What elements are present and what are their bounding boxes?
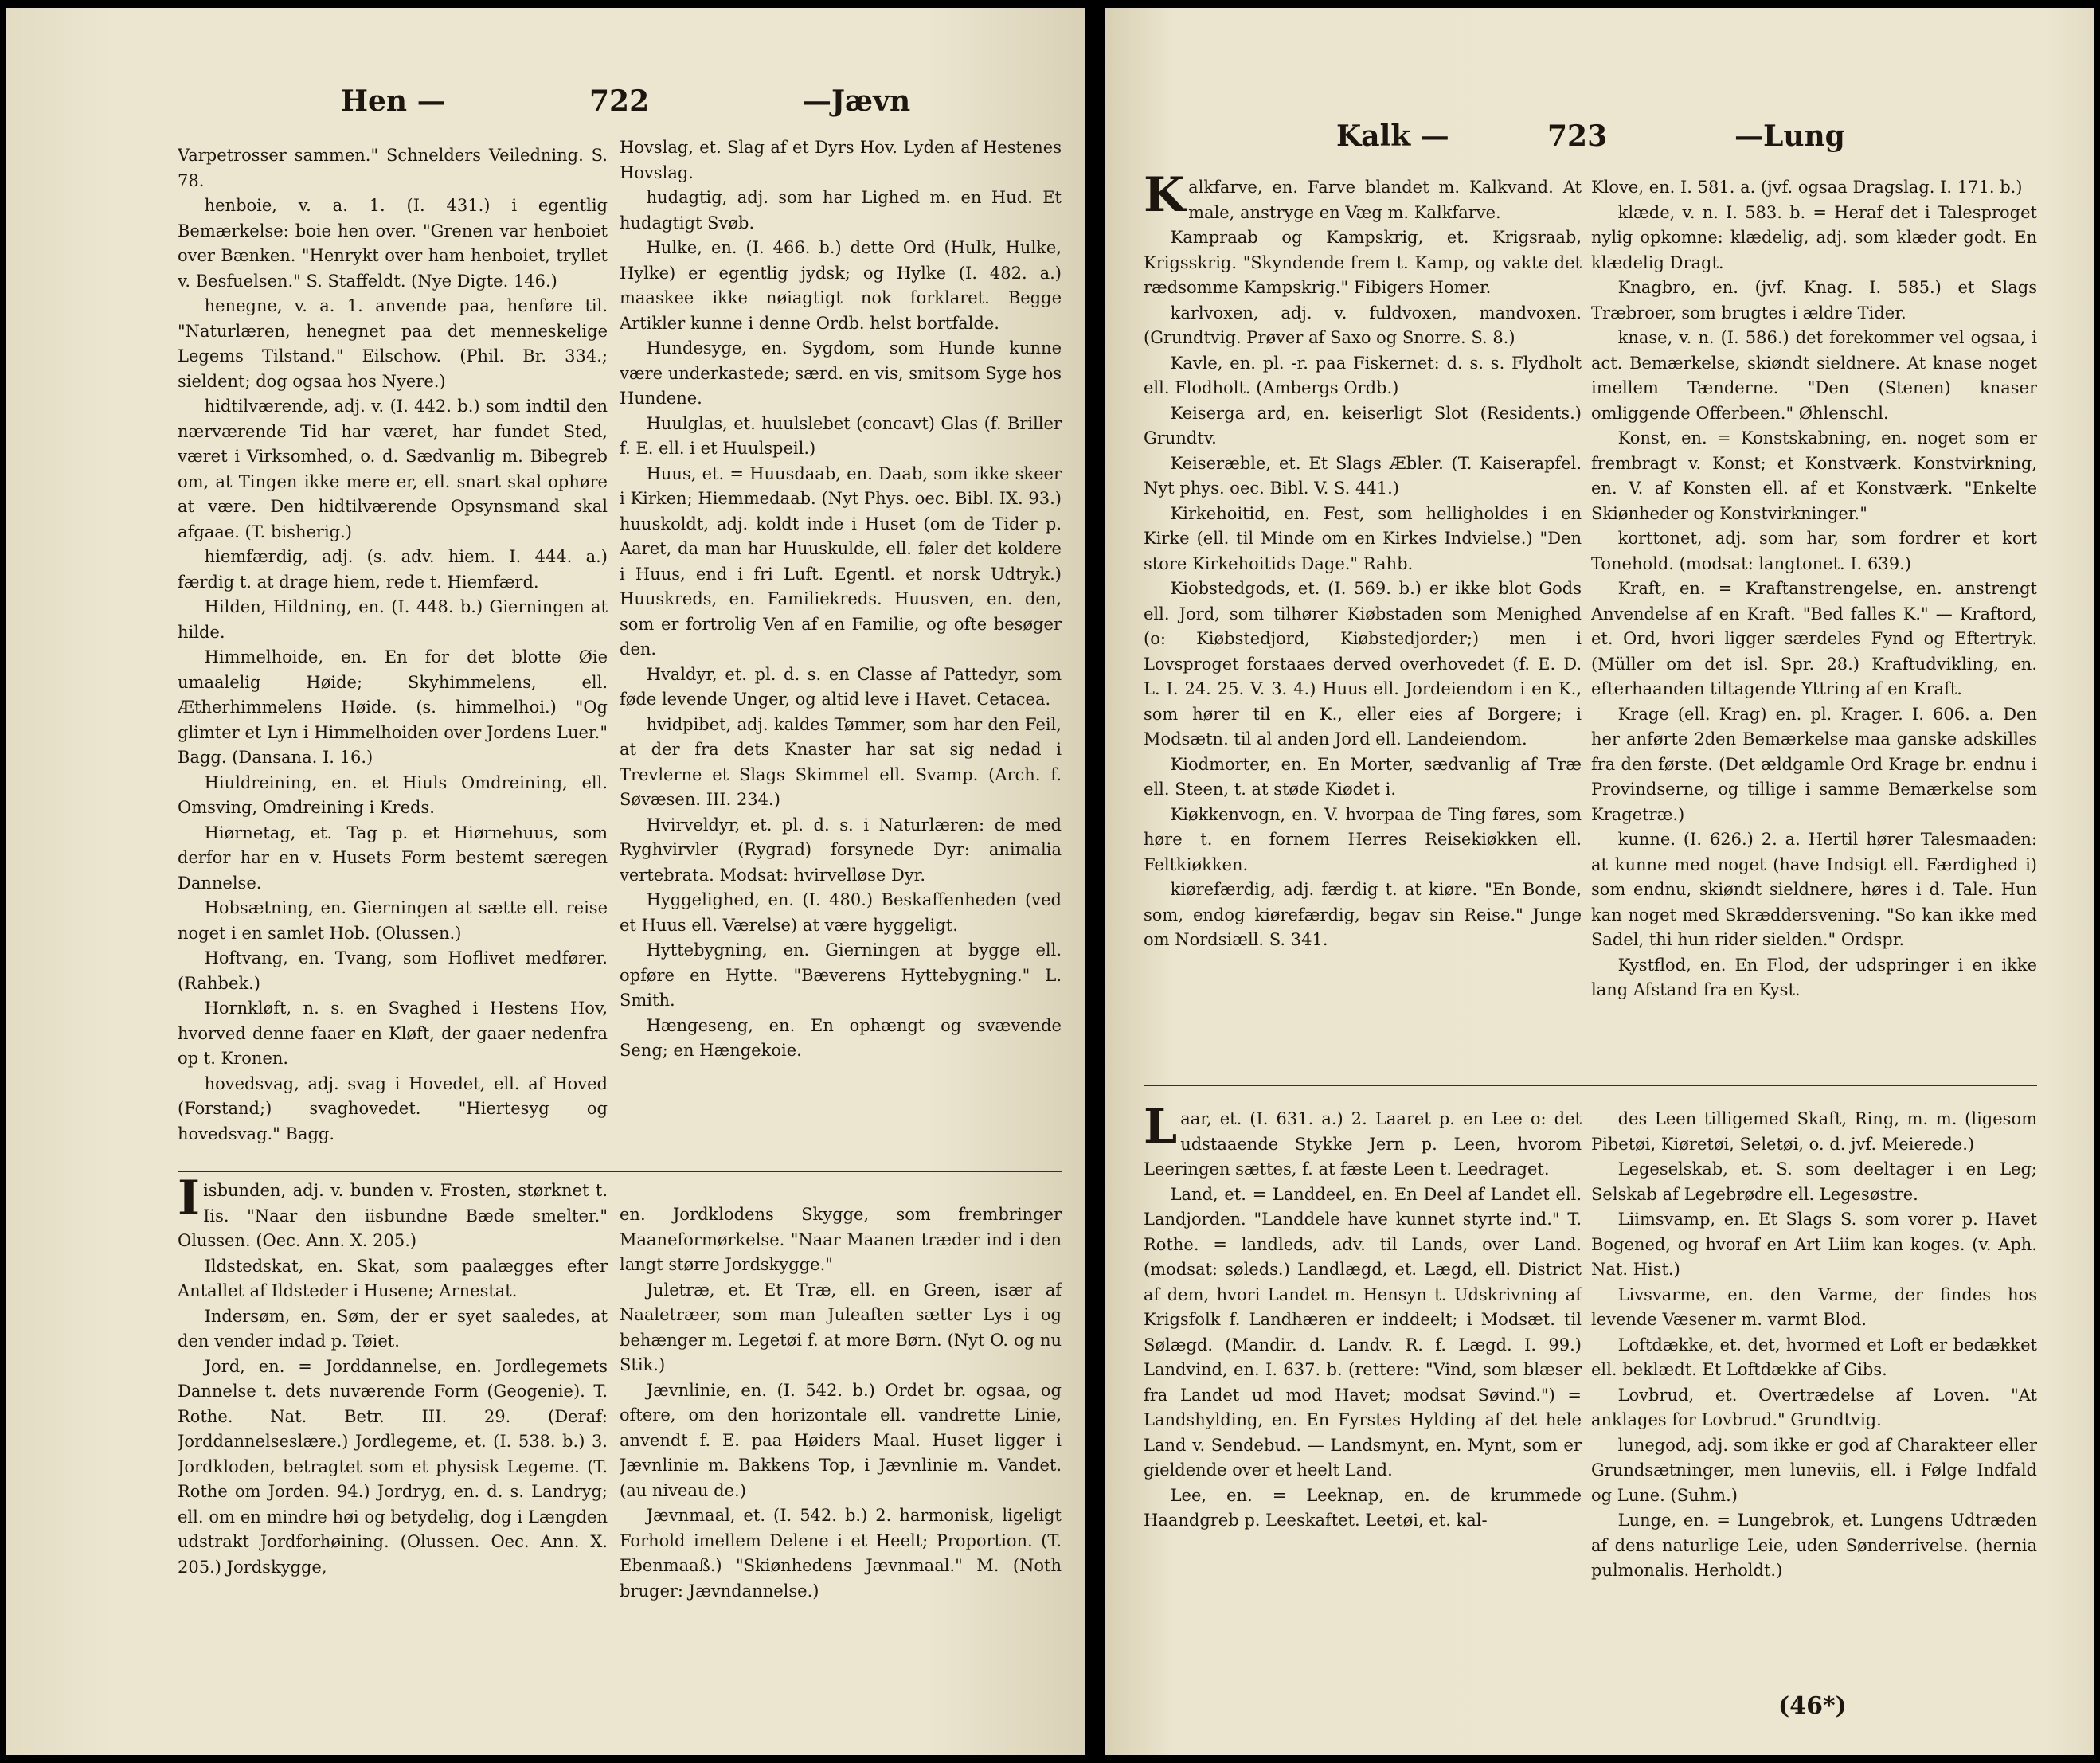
- dictionary-entry: Juletræ, et. Et Træ, ell. en Green, især af Naaletræer, som man Juleaften sætter Lys i og behænger m. Legetøi f. at more Børn. (Nyt O. og nu Stik.): [620, 1280, 1062, 1374]
- dictionary-entry: Indersøm, en. Søm, der er syet saaledes, at den vender indad p. Tøiet.: [178, 1306, 608, 1351]
- column-left-top: [178, 143, 608, 1167]
- dictionary-entry: kunne. (I. 626.) 2. a. Hertil hører Talesmaaden: at kunne med noget (have Indsigt ell. Færdighed i) som endnu, skiøndt sieldnere, høres i d. Tale. Hun kan noget med Skræddersvening. "So kan ikke med Sadel, thi hun rider sielden." Ordspr.: [1591, 830, 2037, 949]
- dictionary-entry: Himmelhoide, en. En for det blotte Øie umaalelig Høide; Skyhimmelens, ell. Ætherhimmelens Høide. (s. himmelhoi.) "Og glimter et Lyn i Himmelhoiden over Jordens Luer." Bagg. (Dansana. I. 16.): [178, 647, 608, 767]
- dictionary-entry: Konst, en. = Konstskabning, en. noget som er frembragt v. Konst; et Konstværk. Konstvirkning, en. V. af Konsten ell. af et Konstværk. "Enkelte Skiønheder og Konstvirkninger.": [1591, 428, 2037, 523]
- dictionary-entry: hvidpibet, adj. kaldes Tømmer, som har den Feil, at der fra dets Knaster har sat sig nedad i Trevlerne et Slags Skimmel ell. Svamp. (Arch. f. Søvæsen. III. 234.): [620, 714, 1062, 809]
- section-divider: [178, 1171, 1062, 1172]
- dictionary-entry: hiemfærdig, adj. (s. adv. hiem. I. 444. a.) færdig t. at drage hiem, rede t. Hiemfærd.: [178, 547, 608, 592]
- head-right-word: —Lung: [1734, 119, 1845, 153]
- column-right-bottom: [620, 1202, 1062, 1736]
- dictionary-entry: klæde, v. n. I. 583. b. = Heraf det i Talesproget nylig opkomne: klædelig, adj. som klæder godt. En klædelig Dragt.: [1591, 202, 2037, 272]
- dictionary-entry: Hulke, en. (I. 466. b.) dette Ord (Hulk, Hulke, Hylke) er egentlig jydsk; og Hylke (I. 482. a.) maaskee ikke nøiagtigt nok forklaret. Begge Artikler kunne i denne Ordb. helst bortfalde.: [620, 238, 1062, 333]
- dictionary-entry: hidtilværende, adj. v. (I. 442. b.) som indtil den nærværende Tid har været, har fundet Sted, været i Virksomhed, o. d. Sædvanlig m. Bibegreb om, at Tingen ikke mere er, ell. snart skal ophøre at være. Den hidtilværende Opsynsmand skal afgaae. (T. bisherig.): [178, 397, 608, 541]
- signature-mark: (46*): [1778, 1692, 1847, 1720]
- dictionary-entry: Knagbro, en. (jvf. Knag. I. 585.) et Slags Træbroer, som brugtes i ældre Tider.: [1591, 278, 2037, 322]
- running-head-left: [6, 84, 1085, 124]
- left-page: [6, 8, 1085, 1755]
- page-number: 722: [589, 84, 650, 118]
- dictionary-entry: korttonet, adj. som har, som fordrer et kort Tonehold. (modsat: langtonet. I. 639.): [1591, 529, 2037, 573]
- dictionary-entry: henegne, v. a. 1. anvende paa, henføre til. "Naturlæren, henegnet paa det menneskelige Legems Tilstand." Eilschow. (Phil. Br. 334.; sieldent; dog ogsaa hos Nyere.): [178, 296, 608, 391]
- section-initial: K: [1144, 175, 1186, 223]
- dictionary-entry: Legeselskab, et. S. som deeltager i en Leg; Selskab af Legebrødre ell. Legesøstre.: [1591, 1159, 2037, 1204]
- head-left-word: Hen —: [341, 84, 446, 118]
- right-page: [1105, 8, 2094, 1755]
- dictionary-entry: Hvaldyr, et. pl. d. s. en Classe af Pattedyr, som føde levende Unger, og altid leve i Havet. Cetacea.: [620, 664, 1062, 709]
- dictionary-entry: [1144, 1107, 1582, 1182]
- running-head-right: [1105, 119, 2094, 159]
- dictionary-entry: Liimsvamp, en. Et Slags S. som vorer p. Havet Bogened, og hvoraf en Art Liim kan koges. (v. Aph. Nat. Hist.): [1591, 1210, 2037, 1279]
- entry-text: alkfarve, en. Farve blandet m. Kalkvand. At male, anstryge en Væg m. Kalkfarve.: [1188, 178, 1582, 222]
- dictionary-entry: Hornkløft, n. s. en Svaghed i Hestens Hov, hvorved denne faaer en Kløft, der gaaer nedenfra op t. Kronen.: [178, 999, 608, 1068]
- dictionary-entry: Lovbrud, et. Overtrædelse af Loven. "At anklages for Lovbrud." Grundtvig.: [1591, 1385, 2037, 1429]
- dictionary-entry: Lee, en. = Leeknap, en. de krummede Haandgreb p. Leeskaftet. Leetøi, et. kal-: [1144, 1485, 1582, 1530]
- dictionary-entry: Ildstedskat, en. Skat, som paalægges efter Antallet af Ildsteder i Husene; Arnestat.: [178, 1256, 608, 1300]
- dictionary-entry: Kystflod, en. En Flod, der udspringer i en ikke lang Afstand fra en Kyst.: [1591, 955, 2037, 999]
- dictionary-entry: hudagtig, adj. som har Lighed m. en Hud. Et hudagtigt Svøb.: [620, 188, 1062, 233]
- dictionary-entry: Kiøkkenvogn, en. V. hvorpaa de Ting føres, som høre t. en fornem Herres Reisekiøkken ell. Feltkiøkken.: [1144, 804, 1582, 874]
- dictionary-entry: Loftdække, et. det, hvormed et Loft er bedækket ell. beklædt. Et Loftdække af Gibs.: [1591, 1335, 2037, 1379]
- dictionary-entry: Hyttebygning, en. Gierningen at bygge ell. opføre en Hytte. "Bæverens Hyttebygning." L. Smith.: [620, 940, 1062, 1010]
- head-right-word: —Jævn: [803, 84, 911, 118]
- column-left-bottom: [1144, 1107, 1582, 1728]
- dictionary-entry: Livsvarme, en. den Varme, der findes hos levende Væsener m. varmt Blod.: [1591, 1284, 2037, 1329]
- head-left-word: Kalk —: [1336, 119, 1449, 153]
- dictionary-entry: Krage (ell. Krag) en. pl. Krager. I. 606. a. Den her anførte 2den Bemærkelse maa ganske adskilles fra den første. (Det ældgamle Ord Krage br. endnu i Provindserne, og tillige i samme Bemærkelse som Kragetræ.): [1591, 704, 2037, 824]
- column-right-top: [1591, 175, 2037, 1099]
- dictionary-entry: Klove, en. I. 581. a. (jvf. ogsaa Dragslag. I. 171. b.): [1591, 178, 2023, 197]
- dictionary-entry: Hundesyge, en. Sygdom, som Hunde kunne være underkastede; særd. en vis, smitsom Syge hos Hundene.: [620, 338, 1062, 408]
- dictionary-entry: hovedsvag, adj. svag i Hovedet, ell. af Hoved (Forstand;) svaghovedet. "Hiertesyg og hovedsvag." Bagg.: [178, 1073, 608, 1143]
- dictionary-entry: Hvirveldyr, et. pl. d. s. i Naturlæren: de med Ryghvirvler (Rygrad) forsynede Dyr: animalia vertebrata. Modsat: hvirvelløse Dyr.: [620, 815, 1062, 885]
- dictionary-entry: Hovslag, et. Slag af et Dyrs Hov. Lyden af Hestenes Hovslag.: [620, 138, 1062, 182]
- dictionary-entry: Hiørnetag, et. Tag p. et Hiørnehuus, som derfor har en v. Husets Form bestemt særegen Dannelse.: [178, 823, 608, 893]
- dictionary-entry: Huus, et. = Huusdaab, en. Daab, som ikke skeer i Kirken; Hiemmedaab. (Nyt Phys. oec. Bibl. IX. 93.) huuskoldt, adj. koldt inde i Huset (om de Tider p. Aaret, da man har Huuskulde, ell. føler det koldere i Huus, end i fri Luft. Egentl. et norsk Udtryk.) Huuskreds, en. Familiekreds. Huusven, en. den, som er fortrolig Ven af en Familie, og ofte besøger den.: [620, 463, 1062, 659]
- dictionary-entry: Jævnlinie, en. (I. 542. b.) Ordet br. ogsaa, og oftere, om den horizontale ell. vandrette Linie, anvendt f. E. paa Høiders Maal. Huset ligger i Jævnlinie m. Bakkens Top, i Jævnlinie m. Vandet. (au niveau de.): [620, 1380, 1062, 1500]
- column-right-top: [620, 135, 1062, 1167]
- dictionary-entry: Jord, en. = Jorddannelse, en. Jordlegemets Dannelse t. dets nuværende Form (Geogenie). T. Rothe. Nat. Betr. III. 29. (Deraf: Jorddannelseslære.) Jordlegeme, et. (I. 538. b.) 3. Jordkloden, betragtet som et physisk Legeme. (T. Rothe om Jorden. 94.) Jordryg, en. d. s. Landryg; ell. om en mindre høi og betydelig, dog i Længden udstrakt Jordforhøining. (Olussen. Oec. Ann. X. 205.) Jordskygge,: [178, 1356, 608, 1577]
- dictionary-entry: karlvoxen, adj. v. fuldvoxen, mandvoxen. (Grundtvig. Prøver af Saxo og Snorre. S. 8.): [1144, 303, 1582, 347]
- dictionary-entry: Keiserga ard, en. keiserligt Slot (Residents.) Grundtv.: [1144, 403, 1582, 448]
- dictionary-entry: Hængeseng, en. En ophængt og svævende Seng; en Hængekoie.: [620, 1015, 1062, 1060]
- dictionary-entry: henboie, v. a. 1. (I. 431.) i egentlig Bemærkelse: boie hen over. "Grenen var henboiet over Bænken. "Henrykt over ham henboiet, tryllet v. Besfuelsen." S. Staffeldt. (Nye Digte. 146.): [178, 196, 608, 291]
- dictionary-entry: Lunge, en. = Lungebrok, et. Lungens Udtræden af dens naturlige Leie, uden Sønderrivelse. (hernia pulmonalis. Herholdt.): [1591, 1511, 2037, 1580]
- dictionary-entry: [1144, 175, 1582, 225]
- dictionary-entry: Hilden, Hildning, en. (I. 448. b.) Gierningen at hilde.: [178, 597, 608, 642]
- dictionary-entry: en. Jordklodens Skygge, som frembringer Maaneformørkelse. "Naar Maanen træder ind i den langt større Jordskygge.": [620, 1205, 1062, 1274]
- dictionary-entry: knase, v. n. (I. 586.) det forekommer vel ogsaa, i act. Bemærkelse, skiøndt sieldnere. At knase noget imellem Tænderne. "Den (Stenen) knaser omliggende Offerbeen." Øhlenschl.: [1591, 328, 2037, 423]
- dictionary-entry: Hyggelighed, en. (I. 480.) Beskaffenheden (ved et Huus ell. Værelse) at være hyggeligt.: [620, 890, 1062, 935]
- dictionary-entry: Land, et. = Landdeel, en. En Deel af Landet ell. Landjorden. "Landdele have kunnet styrte ind." T. Rothe. = landleds, adv. til Lands, over Land. (modsat: søleds.) Landlægd, et. Lægd, ell. District af dem, hvori Landet m. Hensyn t. Udskrivning af Krigsfolk f. Landhæren er inddeelt; i Modsæt. til Sølægd. (Mandir. d. Landv. R. f. Lægd. I. 99.) Landvind, en. I. 637. b. (rettere: "Vind, som blæser fra Landet ud mod Havet; modsat Søvind.") = Landshylding, en. En Fyrstes Hylding af det hele Land v. Sendebud. — Landsmynt, en. Mynt, som er gieldende over et heelt Land.: [1144, 1184, 1582, 1480]
- dictionary-entry: Hiuldreining, en. et Hiuls Omdreining, ell. Omsving, Omdreining i Kreds.: [178, 772, 608, 817]
- column-left-bottom: [178, 1179, 608, 1736]
- entry-text: isbunden, adj. v. bunden v. Frosten, størknet t. Iis. "Naar den iisbundne Bæde smelter." Olussen. (Oec. Ann. X. 205.): [178, 1181, 608, 1250]
- dictionary-entry: Kampraab og Kampskrig, et. Krigsraab, Krigsskrig. "Skyndende frem t. Kamp, og vakte det rædsomme Kampskrig." Fibigers Homer.: [1144, 228, 1582, 297]
- column-right-bottom: [1591, 1107, 2037, 1680]
- dictionary-entry: Keiseræble, et. Et Slags Æbler. (T. Kaiserapfel. Nyt phys. oec. Bibl. V. S. 441.): [1144, 453, 1582, 498]
- entry-text: aar, et. (I. 631. a.) 2. Laaret p. en Lee o: det udstaaende Stykke Jern p. Leen, hvorom Leeringen sættes, f. at fæste Leen t. Leedraget.: [1144, 1109, 1582, 1179]
- section-initial: I: [178, 1179, 201, 1226]
- page-number: 723: [1547, 119, 1608, 153]
- dictionary-entry: lunegod, adj. som ikke er god af Charakteer eller Grundsætninger, men luneviis, ell. i Følge Indfald og Lune. (Suhm.): [1591, 1435, 2037, 1505]
- dictionary-entry: Kirkehoitid, en. Fest, som helligholdes i en Kirke (ell. til Minde om en Kirkes Indvielse.) "Den store Kirkehoitids Dage." Rahb.: [1144, 503, 1582, 573]
- dictionary-entry: Hoftvang, en. Tvang, som Hoflivet medfører. (Rahbek.): [178, 948, 608, 993]
- dictionary-entry: des Leen tilligemed Skaft, Ring, m. m. (ligesom Pibetøi, Kiøretøi, Seletøi, o. d. jvf. Meierede.): [1591, 1109, 2037, 1154]
- dictionary-entry: Kiodmorter, en. En Morter, sædvanlig af Træ ell. Steen, t. at støde Kiødet i.: [1144, 754, 1582, 799]
- dictionary-entry: Varpetrosser sammen." Schnelders Veiledning. S. 78.: [178, 146, 608, 190]
- dictionary-entry: Jævnmaal, et. (I. 542. b.) 2. harmonisk, ligeligt Forhold imellem Delene i et Heelt; Proportion. (T. Ebenmaaß.) "Skiønhedens Jævnmaal." M. (Noth bruger: Jævndannelse.): [620, 1506, 1062, 1601]
- column-left-top: [1144, 175, 1582, 1099]
- dictionary-entry: Kiobstedgods, et. (I. 569. b.) er ikke blot Gods ell. Jord, som tilhører Kiøbstaden som Menighed (o: Kiøbstedjord, Kiøbstedjorder;) men i Lovsproget forstaaes derved overhovedet (f. E. D. L. I. 24. 25. V. 3. 4.) Huus ell. Jordeiendom i en K., som hører til en K., eller eies af Borgere; i Modsætn. til al anden Jord ell. Landeiendom.: [1144, 579, 1582, 749]
- dictionary-entry: Kraft, en. = Kraftanstrengelse, en. anstrengt Anvendelse af en Kraft. "Bed falles K." — Kraftord, et. Ord, hvori ligger særdeles Fynd og Eftertryk. (Müller om det isl. Spr. 28.) Kraftudvikling, en. efterhaanden tiltagende Yttring af en Kraft.: [1591, 579, 2037, 698]
- dictionary-entry: Huulglas, et. huulslebet (concavt) Glas (f. Briller f. E. ell. i et Huulspeil.): [620, 413, 1062, 458]
- dictionary-entry: kiørefærdig, adj. færdig t. at kiøre. "En Bonde, som, endog kiørefærdig, begav sin Reise." Junge om Nordsiæll. S. 341.: [1144, 880, 1582, 949]
- dictionary-entry: [178, 1179, 608, 1254]
- dictionary-entry: Hobsætning, en. Gierningen at sætte ell. reise noget i en samlet Hob. (Olussen.): [178, 898, 608, 943]
- dictionary-entry: Kavle, en. pl. -r. paa Fiskernet: d. s. s. Flydholt ell. Flodholt. (Ambergs Ordb.): [1144, 353, 1582, 397]
- section-divider: [1144, 1085, 2037, 1086]
- section-initial: L: [1144, 1107, 1178, 1155]
